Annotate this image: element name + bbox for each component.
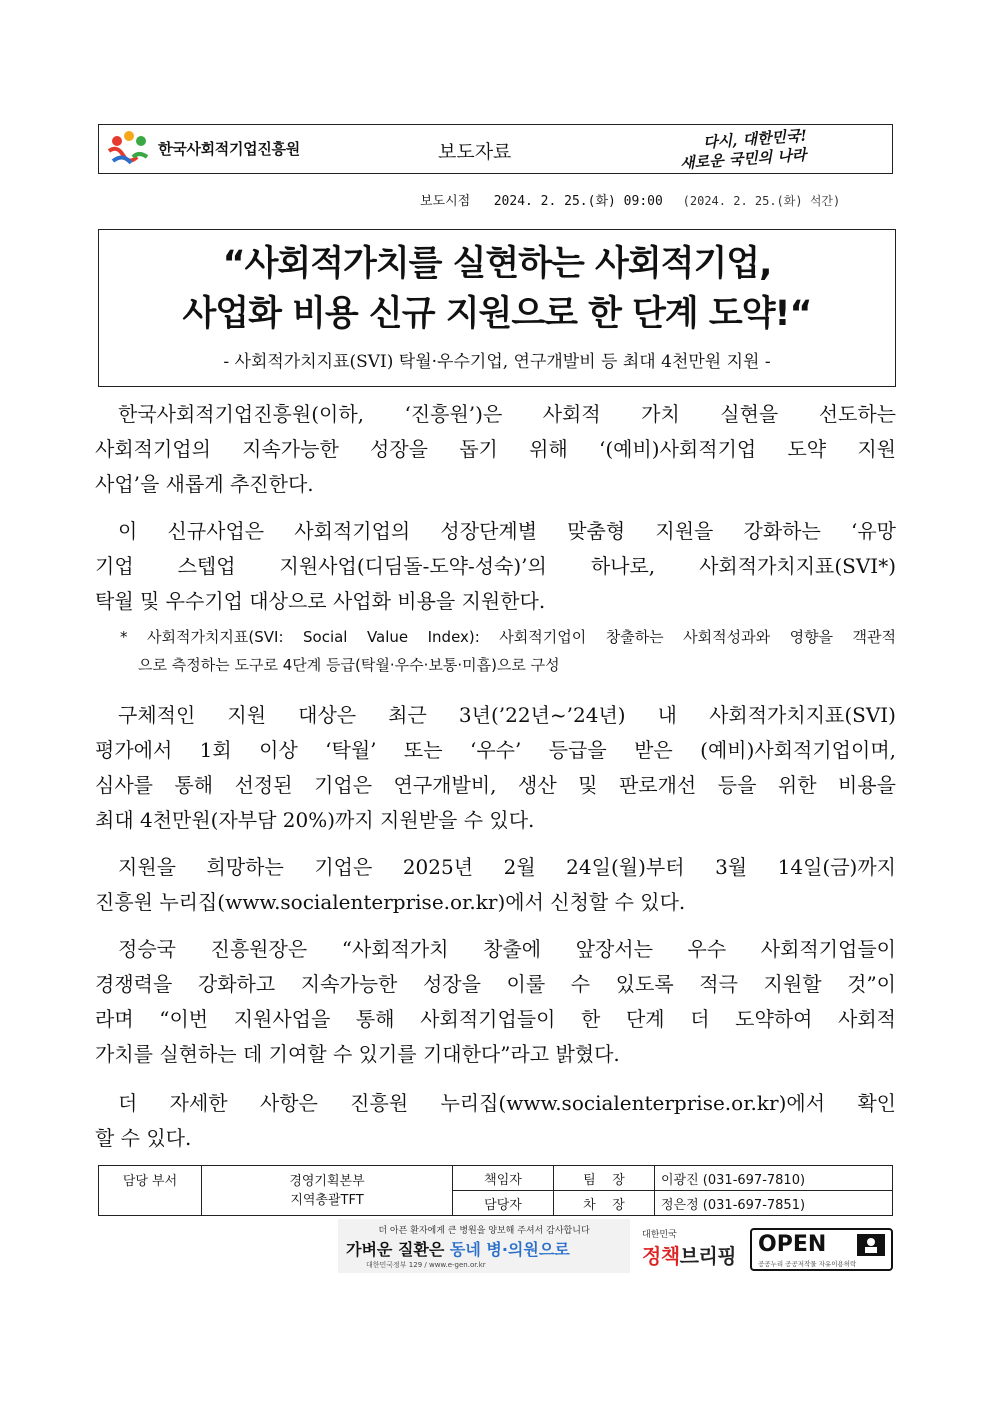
banner-top-text: 더 아픈 환자에게 큰 병원을 양보해 주셔서 감사합니다: [378, 1226, 590, 1236]
policy-briefing-logo: [642, 1227, 742, 1271]
paragraph-line: 정승국 진흥원장은 “사회적가치 창출에 앞장서는 우수 사회적기업들이: [118, 937, 896, 961]
policy-briefing-main-a: 정책: [642, 1244, 680, 1268]
dept-line-2: 지역총괄TFT: [290, 1193, 364, 1208]
person-cell: 정은정 (031-697-7851): [655, 1191, 893, 1216]
paragraph-line: 라며 “이번 지원사업을 통해 사회적기업들이 한 단계 더 도약하여 사회적: [95, 1007, 896, 1031]
open-text: OPEN: [758, 1232, 827, 1257]
title-line-1: “사회적가치를 실현하는 사회적기업,: [222, 244, 772, 284]
footnote-line: 으로 측정하는 도구로 4단계 등급(탁월·우수·보통·미흡)으로 구성: [138, 656, 560, 674]
banner-main-text: [346, 1237, 570, 1260]
slogan-line-2: 새로운 국민의 나라: [679, 145, 807, 173]
person-cell: 이광진 (031-697-7810): [655, 1166, 893, 1191]
kogl-open-logo: [750, 1228, 893, 1271]
paragraph-line: 사업’을 새롭게 추진한다.: [95, 472, 314, 496]
subtitle: - 사회적가치지표(SVI) 탁월·우수기업, 연구개발비 등 최대 4천만원 지원 -: [223, 352, 771, 372]
footnote-line: * 사회적가치지표(SVI: Social Value Index): 사회적기업이 창출하는 사회적성과와 영향을 객관적: [120, 628, 896, 646]
org-logo-icon: [103, 127, 155, 171]
paragraph-line: 사회적기업의 지속가능한 성장을 돕기 위해 ‘(예비)사회적기업 도약 지원: [95, 437, 896, 461]
title-cell: 차 장: [554, 1191, 655, 1216]
attribution-badge-icon: [857, 1234, 885, 1256]
paragraph-line: 이 신규사업은 사회적기업의 성장단계별 맞춤형 지원을 강화하는 ‘유망: [118, 519, 896, 543]
role-cell: 담당자: [453, 1191, 554, 1216]
role-cell: 책임자: [453, 1166, 554, 1191]
title-line-2: 사업화 비용 신규 지원으로 한 단계 도약!“: [182, 294, 812, 334]
policy-briefing-small: 대한민국: [642, 1230, 677, 1240]
hospital-campaign-banner: [338, 1219, 630, 1273]
release-evening: (2024. 2. 25.(화) 석간): [682, 194, 841, 208]
paragraph-line: 최대 4천만원(자부담 20%)까지 지원받을 수 있다.: [95, 808, 535, 832]
contact-table: [98, 1165, 893, 1216]
paragraph-line: 할 수 있다.: [95, 1126, 192, 1150]
paragraph-line: 심사를 통해 선정된 기업은 연구개발비, 생산 및 판로개선 등을 위한 비용을: [95, 773, 896, 797]
dept-label: 담당 부서: [99, 1166, 202, 1216]
banner-foot-text: 대한민국정부 129 / www.e-gen.or.kr: [366, 1261, 486, 1269]
dept-name: [202, 1166, 453, 1216]
banner-main-a: 가벼운 질환은: [346, 1240, 450, 1259]
title-cell: 팀 장: [554, 1166, 655, 1191]
slogan-line-1: 다시, 대한민국!: [702, 126, 808, 152]
paragraph-line: 지원을 희망하는 기업은 2025년 2월 24일(월)부터 3월 14일(금)까지: [118, 855, 896, 879]
dept-line-1: 경영기획본부: [289, 1174, 365, 1189]
policy-briefing-main-b: 브리핑: [679, 1244, 737, 1268]
paragraph-line: 경쟁력을 강화하고 지속가능한 성장을 이룰 수 있도록 적극 지원할 것”이: [95, 972, 896, 996]
paragraph-line: 한국사회적기업진흥원(이하, ‘진흥원’)은 사회적 가치 실현을 선도하는: [118, 402, 896, 426]
kogl-foot-text: 공공누리 공공저작물 자유이용허락: [758, 1260, 857, 1268]
paragraph-line: 기업 스텝업 지원사업(디딤돌-도약-성숙)’의 하나로, 사회적가치지표(SVI*): [95, 554, 896, 578]
doc-type: 보도자료: [438, 141, 512, 163]
org-name: 한국사회적기업진흥원: [158, 140, 300, 158]
paragraph-line: 진흥원 누리집(www.socialenterprise.or.kr)에서 신청할 수 있다.: [95, 890, 686, 914]
paragraph-line: 가치를 실현하는 데 기여할 수 있기를 기대한다”라고 밝혔다.: [95, 1042, 620, 1066]
paragraph-line: 탁월 및 우수기업 대상으로 사업화 비용을 지원한다.: [95, 589, 546, 613]
paragraph-line: 평가에서 1회 이상 ‘탁월’ 또는 ‘우수’ 등급을 받은 (예비)사회적기업이며,: [95, 738, 896, 762]
release-label: 보도시점: [420, 194, 471, 209]
policy-briefing-main: [642, 1240, 742, 1269]
release-time: [420, 190, 840, 209]
paragraph-line: 구체적인 지원 대상은 최근 3년(’22년~’24년) 내 사회적가치지표(SVI): [118, 703, 896, 727]
paragraph-line: 더 자세한 사항은 진흥원 누리집(www.socialenterprise.or.kr)에서 확인: [118, 1091, 896, 1115]
banner-main-b: 동네 병·의원으로: [449, 1240, 570, 1259]
release-datetime: 2024. 2. 25.(화) 09:00: [493, 194, 663, 209]
